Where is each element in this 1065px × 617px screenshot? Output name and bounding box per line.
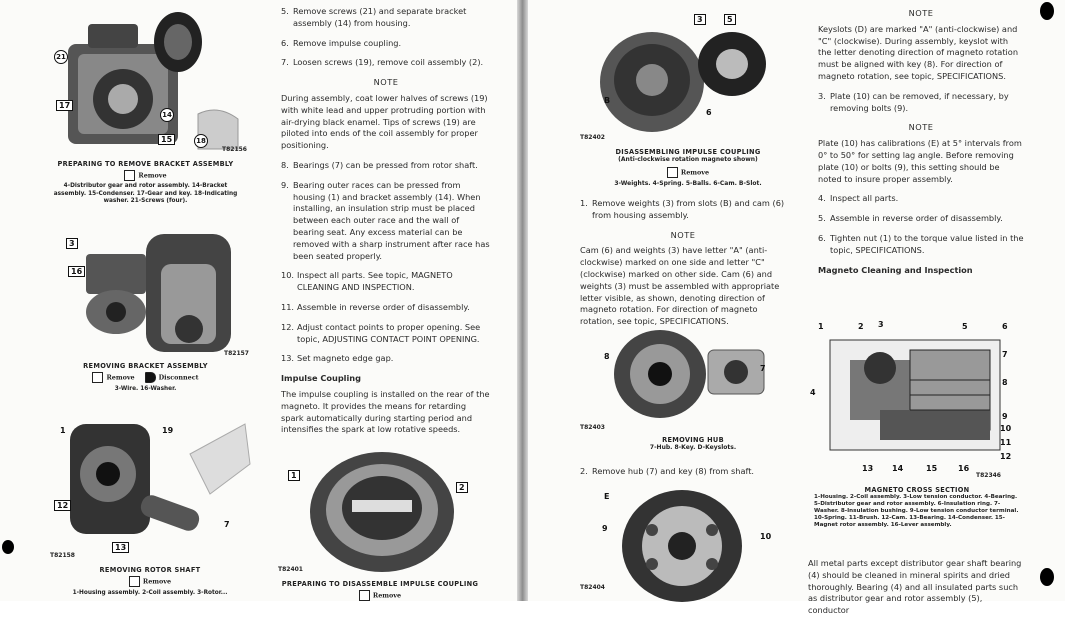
legend <box>48 170 243 181</box>
step: 2. Remove hub (7) and key (8) from shaft. <box>580 466 755 476</box>
figure-caption <box>608 436 778 453</box>
callout: 8 <box>1002 378 1008 387</box>
callout: 18 <box>194 134 208 148</box>
figure-impulse-disassembly <box>592 4 772 136</box>
hub-photo <box>608 322 778 422</box>
callout: 8 <box>604 352 610 361</box>
caption-title: PREPARING TO REMOVE BRACKET ASSEMBLY <box>57 160 234 168</box>
step: 1. Remove weights (3) from slots (B) and cam (6) from housing assembly. <box>580 198 785 220</box>
figure-tag: T82401 <box>278 566 303 573</box>
note-text: Plate (10) has calibrations (E) at 5° intervals from 0° to 50° for setting lag angle. Before removing plate (10) or bolts (9), this setting should be noted to insure proper assembly. <box>818 138 1022 184</box>
figure-caption <box>48 160 243 205</box>
callout: 19 <box>162 426 174 435</box>
step: 4. Inspect all parts. <box>818 193 899 204</box>
text-column <box>808 558 1022 617</box>
figure-bracket-assembly <box>48 4 248 150</box>
legend-label: Remove <box>106 373 135 382</box>
section-text: All metal parts except distributor gear shaft bearing (4) should be cleaned in mineral spirits and dried thoroughly. Bearing (4) and all insulated parts such as distributor gear and rotor assembly (5), conductor <box>808 558 1022 616</box>
callout: 13 <box>862 464 874 473</box>
callout: 9 <box>602 524 608 533</box>
callout: 7 <box>224 520 230 529</box>
figure-tag: T82158 <box>50 552 75 559</box>
magneto-photo-2 <box>46 234 246 358</box>
caption-parts: 7-Hub. 8-Key. D-Keyslots. <box>649 444 737 452</box>
disconnect-legend-icon <box>145 372 156 383</box>
caption-parts: 1-Housing assembly. 2-Coil assembly. 3-Rotor... <box>72 590 228 597</box>
figure-caption <box>814 486 1020 529</box>
callout: 2 <box>858 322 864 331</box>
callout: 10 <box>1000 424 1012 433</box>
step: 5. Remove screws (21) and separate bracket assembly (14) from housing. <box>281 6 467 28</box>
callout: 6 <box>1002 322 1008 331</box>
callout: B <box>604 96 611 105</box>
step: 5. Assemble in reverse order of disassembly. <box>818 213 1003 224</box>
callout: 17 <box>56 100 73 111</box>
caption-title: REMOVING BRACKET ASSEMBLY <box>83 362 208 370</box>
note-heading: NOTE <box>908 8 934 18</box>
legend-label: Remove <box>142 577 172 586</box>
note-text: During assembly, coat lower halves of screws (19) with white lead and upper protruding portion with air-drying black enamel. Tips of screws (19) are piloted into ends of the coil assembly for proper positioning. <box>281 92 488 151</box>
remove-legend-icon <box>667 167 678 178</box>
plate-photo <box>612 486 772 601</box>
step: 10. Inspect all parts. See topic, MAGNETO CLEANING AND INSPECTION. <box>281 270 453 293</box>
legend <box>60 576 240 587</box>
text-column <box>818 8 1024 280</box>
callout: 5 <box>962 322 968 331</box>
figure-tag: T82403 <box>580 424 605 431</box>
binder-hole <box>1040 2 1054 20</box>
left-page <box>0 0 517 601</box>
figure-removing-hub <box>608 322 778 422</box>
impulse-coupling-photo <box>292 446 472 566</box>
figure-caption <box>48 362 243 394</box>
magneto-photo-3 <box>50 414 250 554</box>
step: 6. Remove impulse coupling. <box>281 37 402 48</box>
callout: 11 <box>1000 438 1012 447</box>
legend <box>280 590 480 601</box>
caption-title: MAGNETO CROSS SECTION <box>864 486 970 494</box>
caption-parts: 1-Housing. 2-Coil assembly. 3-Low tension conductor. 4-Bearing. 5-Distributor gear and rotor assembly. 6-Insulation ring. 7-Washer. 8-Insulation bushing. 9-Low tension conductor terminal. 10-Spring. 11-Brush. 12-Cam. 13-Bearing. 14-Condenser. 15-Magnet rotor assembly. 16-Lever assembly. <box>814 494 1019 529</box>
caption-parts: 4-Distributor gear and rotor assembly. 14-Bracket assembly. 15-Condenser. 17-Gear and key. 18-Indicating washer. 21-Screws (four). <box>53 183 238 204</box>
legend-label: Remove <box>138 171 167 180</box>
section-heading: Magneto Cleaning and Inspection <box>818 264 973 275</box>
caption-title: REMOVING HUB <box>662 436 724 444</box>
caption-subtitle: (Anti-clockwise rotation magneto shown) <box>618 156 758 164</box>
figure-impulse-coupling <box>292 446 472 566</box>
figure-removing-bracket <box>46 234 246 358</box>
text-column <box>580 466 786 486</box>
callout: 3 <box>878 320 884 329</box>
note-text: Cam (6) and weights (3) have letter "A" (anti-clockwise) marked on one side and letter "C" (clockwise) marked on other side. Cam (6) and weights (3) must be assembled with appropriate letter visible, as shown, denoting direction of magneto rotation. For direction of magneto rotation, see topic, SPECIFICATIONS. <box>580 245 780 327</box>
text-column <box>281 6 491 444</box>
step: 6. Tighten nut (1) to the torque value listed in the topic, SPECIFICATIONS. <box>818 232 1024 255</box>
text-column <box>580 198 786 336</box>
caption-title: PREPARING TO DISASSEMBLE IMPULSE COUPLING <box>281 580 479 588</box>
step: 8. Bearings (7) can be pressed from rotor shaft. <box>281 159 478 170</box>
callout: 15 <box>158 134 175 145</box>
callout: 1 <box>818 322 824 331</box>
caption-title: REMOVING ROTOR SHAFT <box>99 566 201 574</box>
callout: 5 <box>724 14 736 25</box>
figure-caption <box>60 566 240 598</box>
figure-removing-rotor-shaft <box>50 414 250 554</box>
figure-tag: T82156 <box>222 146 247 153</box>
callout: 6 <box>706 108 712 117</box>
callout: 21 <box>54 50 68 64</box>
callout: 3 <box>694 14 706 25</box>
figure-removing-plate <box>612 486 772 601</box>
caption-parts: 3-Wire. 16-Washer. <box>114 386 177 393</box>
note-heading: NOTE <box>670 229 696 240</box>
callout: 14 <box>892 464 904 473</box>
legend-label: Remove <box>372 591 402 600</box>
callout: 15 <box>926 464 938 473</box>
figure-caption <box>588 148 788 188</box>
step: 13. Set magneto edge gap. <box>281 353 394 364</box>
section-text: The impulse coupling is installed on the rear of the magneto. It provides the means for retarding spark automatically during starting period and intensifies the spark at low rotative speeds. <box>281 388 490 435</box>
callout: 7 <box>1002 350 1008 359</box>
note-heading: NOTE <box>373 77 399 88</box>
figure-tag: T82404 <box>580 584 605 591</box>
caption-title: DISASSEMBLING IMPULSE COUPLING <box>615 148 761 156</box>
callout: 14 <box>160 108 174 122</box>
impulse-disassembly-photo <box>592 4 772 136</box>
step: 7. Loosen screws (19), remove coil assembly (2). <box>281 57 484 68</box>
callout: 1 <box>288 470 300 481</box>
step: 3. Plate (10) can be removed, if necessary, by removing bolts (9). <box>818 90 1009 113</box>
figure-cross-section <box>820 320 1010 460</box>
figure-caption <box>280 580 480 603</box>
figure-tag: T82346 <box>976 472 1001 479</box>
page-gutter <box>517 0 528 601</box>
binder-hole <box>1040 568 1054 586</box>
binder-hole <box>2 540 14 554</box>
section-heading: Impulse Coupling <box>281 373 361 384</box>
legend <box>48 372 243 383</box>
legend-label: Disconnect <box>158 373 199 382</box>
callout: 12 <box>1000 452 1012 461</box>
step: 12. Adjust contact points to proper opening. See topic, ADJUSTING CONTACT POINT OPENING. <box>281 321 481 344</box>
callout: 12 <box>54 500 71 511</box>
callout: 10 <box>760 532 772 541</box>
callout: 4 <box>810 388 816 397</box>
callout: 7 <box>760 364 766 373</box>
callout: 2 <box>456 482 468 493</box>
step: 9. Bearing outer races can be pressed from housing (1) and bracket assembly (14). When installing, an insulation strip must be placed between each outer race and the wall of bearing seat. Any excess material can be removed with a sharp instrument after race has been seated properly. <box>281 179 490 261</box>
magneto-photo-1 <box>48 4 248 150</box>
caption-parts: 3-Weights. 4-Spring. 5-Balls. 6-Cam. B-Slot. <box>614 179 762 187</box>
right-page <box>528 0 1065 616</box>
figure-tag: T82157 <box>224 350 249 357</box>
callout: 9 <box>1002 412 1008 421</box>
cross-section-drawing <box>820 320 1010 460</box>
note-heading: NOTE <box>908 122 934 133</box>
callout: 3 <box>66 238 78 249</box>
legend <box>588 167 788 178</box>
remove-legend-icon <box>124 170 135 181</box>
callout: 16 <box>68 266 85 277</box>
legend-label: Remove <box>680 168 710 177</box>
remove-legend-icon <box>92 372 103 383</box>
remove-legend-icon <box>129 576 140 587</box>
remove-legend-icon <box>359 590 370 601</box>
step: 11. Assemble in reverse order of disassembly. <box>281 301 470 312</box>
callout: 13 <box>112 542 129 553</box>
callout: 1 <box>60 426 66 435</box>
note-text: Keyslots (D) are marked "A" (anti-clockwise) and "C" (clockwise). During assembly, keyslot with the letter denoting direction of magneto rotation must be aligned with key (8). For direction of magneto rotation, see topic, SPECIFICATIONS. <box>818 23 1019 81</box>
callout: 16 <box>958 464 970 473</box>
figure-tag: T82402 <box>580 134 605 141</box>
callout: E <box>604 492 610 501</box>
